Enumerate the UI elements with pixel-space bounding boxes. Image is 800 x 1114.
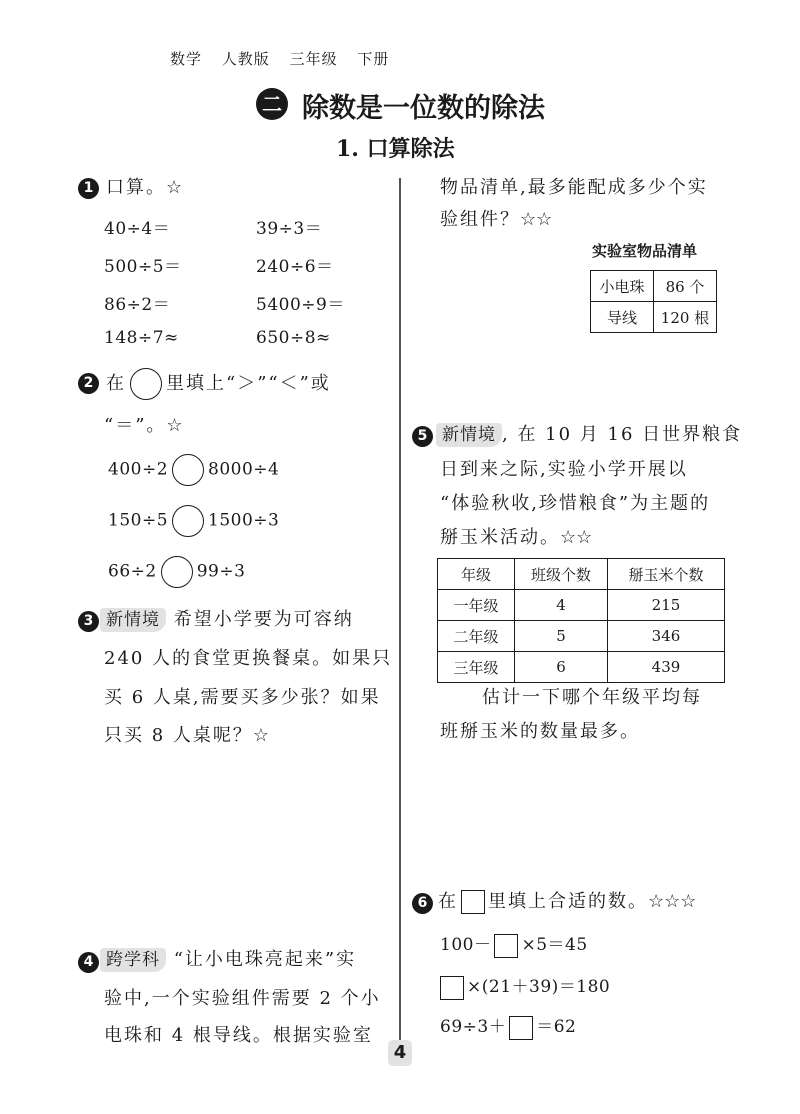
q5-text-2: 日到来之际,实验小学开展以: [440, 459, 688, 480]
compare-circle[interactable]: [172, 505, 204, 537]
inventory-table: [590, 270, 717, 333]
q5-question-2: 班掰玉米的数量最多。: [440, 721, 640, 742]
question-1-title: [106, 174, 182, 202]
question-4-line-5: [440, 206, 552, 234]
q1-item-1: 40÷4＝: [104, 219, 171, 239]
q1-item-6: 5400÷9＝: [256, 295, 345, 315]
q4-text-4: 物品清单,最多能配成多少个实: [440, 177, 708, 198]
q3-text-1: 希望小学要为可容纳: [173, 609, 354, 630]
q6-equation-1: [440, 930, 588, 958]
inventory-table-title: 实验室物品清单: [592, 242, 698, 260]
unit-number-badge: 二: [256, 88, 288, 120]
q2-pre: 在: [106, 373, 126, 394]
q2-row-2: [108, 505, 279, 537]
difficulty-star-icon: ☆: [166, 177, 183, 198]
q3-text-2: 240 人的食堂更换餐桌。如果只: [104, 648, 393, 669]
q1-item-7: 148÷7≈: [104, 328, 179, 348]
eq2-b: ×(21＋39)＝180: [467, 977, 611, 997]
question-4-line-1: [100, 946, 356, 974]
running-header: [170, 48, 403, 69]
table-cell: 二年级: [438, 621, 515, 652]
header-subject: 数学: [170, 50, 203, 68]
question-2-number: 2: [78, 373, 99, 394]
difficulty-star-icon: ☆: [166, 415, 183, 436]
header-edition: 人教版: [221, 50, 270, 68]
q6-equation-3: [440, 1012, 576, 1040]
eq3-b: ＝62: [536, 1017, 577, 1037]
context-tag: 跨学科: [100, 948, 166, 972]
table-row: [591, 271, 717, 302]
q3-text-3: 买 6 人桌,需要买多少张？如果: [104, 687, 381, 708]
answer-box[interactable]: [494, 934, 518, 958]
question-3-line-1: [100, 606, 354, 634]
q2-line2: “＝”。: [104, 415, 167, 436]
context-tag: 新情境: [100, 608, 166, 632]
table-header-row: [438, 559, 725, 590]
q2-row-3-left: 66÷2: [108, 561, 157, 582]
column-divider: [399, 178, 401, 1040]
table-row: [438, 590, 725, 621]
difficulty-star-icon: ☆☆☆: [648, 891, 697, 912]
page-number: 4: [388, 1040, 412, 1066]
q5-text-4: 掰玉米活动。: [440, 527, 560, 548]
column-header: 班级个数: [515, 559, 608, 590]
table-cell: 215: [608, 590, 725, 621]
q2-row-1: [108, 454, 279, 486]
table-cell: 导线: [591, 302, 654, 333]
q2-row-2-left: 150÷5: [108, 510, 169, 531]
q2-row-3: [108, 556, 245, 588]
header-grade: 三年级: [289, 50, 338, 68]
compare-circle[interactable]: [161, 556, 193, 588]
table-row: [438, 652, 725, 683]
question-5-line-4: [440, 524, 592, 552]
q5-text-1: , 在 10 月 16 日世界粮食: [502, 424, 743, 445]
eq1-a: 100－: [440, 935, 492, 955]
q1-item-4: 240÷6＝: [256, 257, 334, 277]
q4-text-5: 验组件？: [440, 209, 520, 230]
question-1-number: 1: [78, 178, 99, 199]
difficulty-star-icon: ☆: [252, 725, 270, 746]
table-cell: 6: [515, 652, 608, 683]
question-6-number: 6: [412, 893, 433, 914]
table-cell: 小电珠: [591, 271, 654, 302]
answer-circle[interactable]: [130, 368, 162, 400]
table-row: [591, 302, 717, 333]
question-3-number: 3: [78, 611, 99, 632]
table-cell: 86 个: [654, 271, 717, 302]
q1-prompt: 口算。: [106, 177, 166, 198]
q5-text-3: “体验秋收,珍惜粮食”为主题的: [440, 493, 711, 514]
corn-table: [437, 558, 725, 683]
question-5-line-1: [436, 421, 742, 449]
answer-box[interactable]: [509, 1016, 533, 1040]
q1-item-2: 39÷3＝: [256, 219, 323, 239]
section-title: 1. 口算除法: [336, 136, 455, 162]
q4-text-2: 验中,一个实验组件需要 2 个小: [104, 988, 381, 1009]
q2-row-1-left: 400÷2: [108, 459, 169, 480]
header-volume: 下册: [357, 50, 390, 68]
q6-post: 里填上合适的数。: [488, 891, 648, 912]
q2-post: 里填上“＞”“＜”或: [166, 373, 331, 394]
unit-title: 除数是一位数的除法: [302, 93, 545, 124]
column-header: 掰玉米个数: [608, 559, 725, 590]
table-cell: 三年级: [438, 652, 515, 683]
q1-item-5: 86÷2＝: [104, 295, 171, 315]
answer-box[interactable]: [461, 890, 485, 914]
table-cell: 一年级: [438, 590, 515, 621]
eq3-a: 69÷3＋: [440, 1017, 507, 1037]
table-cell: 5: [515, 621, 608, 652]
table-cell: 4: [515, 590, 608, 621]
difficulty-star-icon: ☆☆: [520, 209, 553, 230]
q3-text-4: 只买 8 人桌呢？: [104, 725, 253, 746]
column-header: 年级: [438, 559, 515, 590]
q4-text-3: 电珠和 4 根导线。根据实验室: [104, 1025, 373, 1046]
compare-circle[interactable]: [172, 454, 204, 486]
q2-row-2-right: 1500÷3: [208, 510, 280, 531]
question-3-line-4: [104, 722, 269, 750]
q6-equation-2: [440, 972, 610, 1000]
q5-question-1: 估计一下哪个年级平均每: [482, 687, 702, 708]
q4-text-1: “让小电珠亮起来”实: [173, 949, 357, 970]
question-5-number: 5: [412, 426, 433, 447]
question-2-line-2: [104, 412, 183, 440]
question-2-line-1: [106, 368, 331, 400]
table-cell: 439: [608, 652, 725, 683]
table-cell: 346: [608, 621, 725, 652]
q1-item-3: 500÷5＝: [104, 257, 182, 277]
question-4-number: 4: [78, 952, 99, 973]
table-row: [438, 621, 725, 652]
q2-row-1-right: 8000÷4: [208, 459, 280, 480]
answer-box[interactable]: [440, 976, 464, 1000]
difficulty-star-icon: ☆☆: [560, 527, 593, 548]
question-6-line-1: [438, 888, 696, 916]
eq1-b: ×5＝45: [521, 935, 588, 955]
q6-pre: 在: [438, 891, 458, 912]
context-tag: 新情境: [436, 423, 502, 447]
table-cell: 120 根: [654, 302, 717, 333]
q1-item-8: 650÷8≈: [256, 328, 331, 348]
q2-row-3-right: 99÷3: [196, 561, 246, 582]
